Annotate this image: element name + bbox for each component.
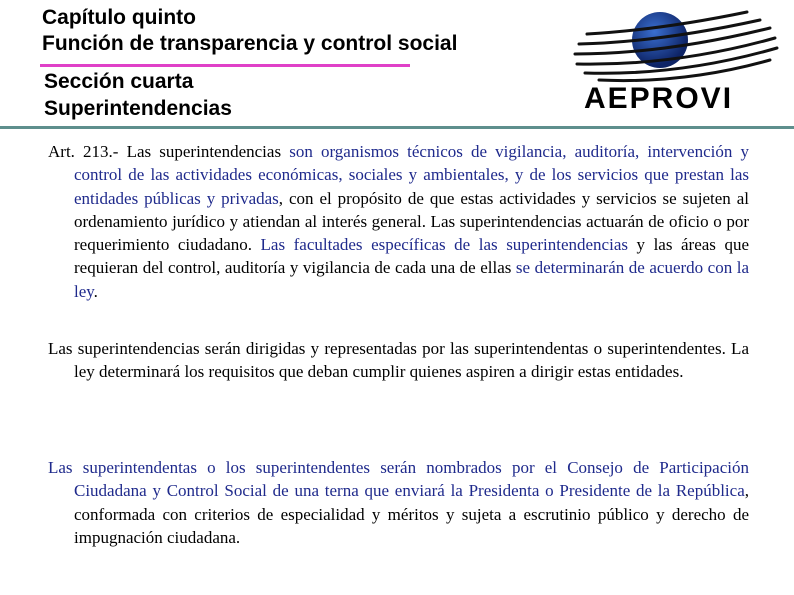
pink-divider [40, 64, 410, 67]
section-heading: Sección cuarta [44, 70, 194, 93]
logo-wordmark: AEPROVI [584, 82, 734, 115]
teal-divider [0, 126, 794, 129]
text-segment: Art. 213.- [48, 142, 127, 161]
text-segment: , con el propósito de que estas actividades y servicios se sujeten al ordenamiento jurídico y atiendan al interés general. Las superintendencias actuarán de oficio o por requerimiento ciudadano. [74, 188, 749, 255]
text-segment: son organismos técnicos de vigilancia, auditoría, intervención y control de las actividades económicas, sociales y ambientales, y de los servicios que prestan las entidades públicas y privadas [74, 142, 749, 208]
text-segment: . [93, 281, 98, 301]
text-segment: Las facultades específicas de las superintendencias [260, 235, 628, 255]
article-paragraph-2 [48, 337, 749, 384]
text-segment: se determinarán de acuerdo con la ley [74, 258, 749, 301]
text-segment: Las superintendentas o los superintendentes serán nombrados por el Consejo de Participación Ciudadana y Control Social de una terna que enviará la Presidenta o Presidente de la República [48, 458, 749, 501]
text-segment: Las superintendencias serán dirigidas y representadas por las superintendentas o superintendentes. La ley determinará los requisitos que deban cumplir quienes aspiren a dirigir estas entidades. [48, 339, 749, 382]
text-segment: , conformada con criterios de especialidad y méritos y sujeta a escrutinio público y derecho de impugnación ciudadana. [74, 481, 749, 547]
chapter-title: Función de transparencia y control social [42, 32, 458, 55]
chapter-heading: Capítulo quinto [42, 6, 196, 29]
text-segment: y las áreas que requieran del control, auditoría y vigilancia de cada una de ellas [74, 235, 749, 278]
section-title: Superintendencias [44, 97, 232, 120]
article-paragraph-3 [48, 456, 749, 549]
article-paragraph-1 [48, 140, 749, 303]
text-segment: Las superintendencias [126, 142, 290, 161]
